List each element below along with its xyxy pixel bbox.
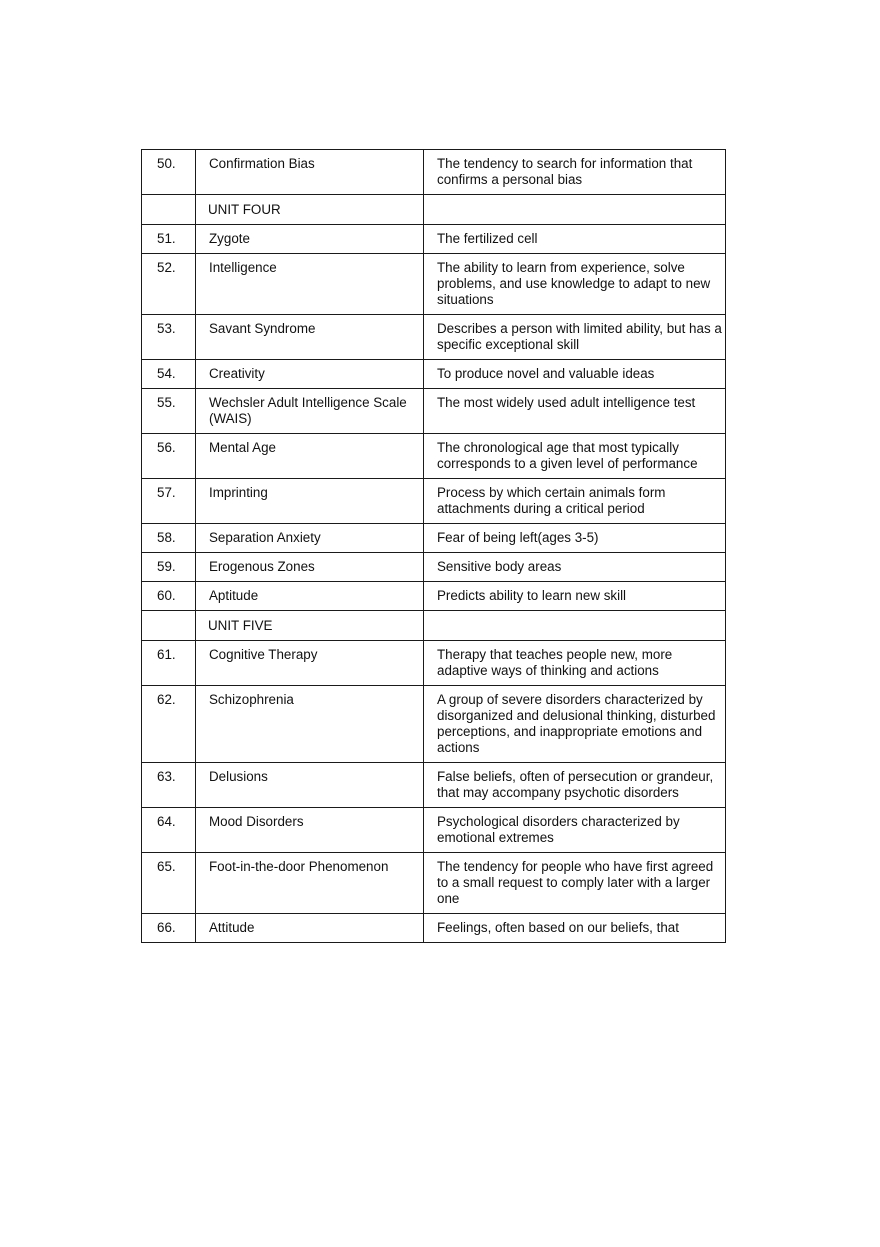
entry-number: 53. xyxy=(142,315,196,360)
entry-number: 61. xyxy=(142,641,196,686)
table-row xyxy=(142,360,726,389)
unit-heading: UNIT FIVE xyxy=(196,611,424,641)
table-row xyxy=(142,582,726,611)
entry-number: 64. xyxy=(142,808,196,853)
entry-term: Mental Age xyxy=(196,434,424,479)
table-row xyxy=(142,434,726,479)
entry-term: Attitude xyxy=(196,914,424,943)
entry-definition: Therapy that teaches people new, more adaptive ways of thinking and actions xyxy=(424,641,726,686)
table-row xyxy=(142,641,726,686)
entry-term: Mood Disorders xyxy=(196,808,424,853)
entry-term: Creativity xyxy=(196,360,424,389)
entry-definition: The most widely used adult intelligence test xyxy=(424,389,726,434)
entry-definition: Describes a person with limited ability, but has a specific exceptional skill xyxy=(424,315,726,360)
table-row xyxy=(142,686,726,763)
entry-term: Wechsler Adult Intelligence Scale (WAIS) xyxy=(196,389,424,434)
entry-term: Schizophrenia xyxy=(196,686,424,763)
entry-term: Separation Anxiety xyxy=(196,524,424,553)
table-row xyxy=(142,524,726,553)
table-row xyxy=(142,853,726,914)
entry-definition: The tendency for people who have first agreed to a small request to comply later with a larger one xyxy=(424,853,726,914)
entry-definition: The tendency to search for information that confirms a personal bias xyxy=(424,150,726,195)
entry-number: 55. xyxy=(142,389,196,434)
table-row xyxy=(142,808,726,853)
entry-term: Zygote xyxy=(196,225,424,254)
glossary-body xyxy=(142,150,726,943)
entry-number: 52. xyxy=(142,254,196,315)
entry-term: Intelligence xyxy=(196,254,424,315)
entry-term: Savant Syndrome xyxy=(196,315,424,360)
glossary-table xyxy=(141,149,726,943)
entry-term: Confirmation Bias xyxy=(196,150,424,195)
entry-definition: Predicts ability to learn new skill xyxy=(424,582,726,611)
entry-number: 62. xyxy=(142,686,196,763)
entry-definition: False beliefs, often of persecution or grandeur, that may accompany psychotic disorders xyxy=(424,763,726,808)
entry-definition: The fertilized cell xyxy=(424,225,726,254)
entry-definition: Process by which certain animals form attachments during a critical period xyxy=(424,479,726,524)
entry-term: Cognitive Therapy xyxy=(196,641,424,686)
entry-number: 58. xyxy=(142,524,196,553)
entry-definition: The ability to learn from experience, solve problems, and use knowledge to adapt to new situations xyxy=(424,254,726,315)
unit-heading: UNIT FOUR xyxy=(196,195,424,225)
unit-empty-cell xyxy=(142,195,196,225)
table-row xyxy=(142,225,726,254)
entry-number: 57. xyxy=(142,479,196,524)
table-row xyxy=(142,763,726,808)
unit-empty-cell xyxy=(424,195,726,225)
table-row xyxy=(142,479,726,524)
entry-definition: Feelings, often based on our beliefs, that xyxy=(424,914,726,943)
entry-number: 50. xyxy=(142,150,196,195)
entry-number: 60. xyxy=(142,582,196,611)
entry-number: 56. xyxy=(142,434,196,479)
table-row xyxy=(142,389,726,434)
entry-term: Foot-in-the-door Phenomenon xyxy=(196,853,424,914)
entry-term: Delusions xyxy=(196,763,424,808)
table-row xyxy=(142,553,726,582)
entry-number: 59. xyxy=(142,553,196,582)
entry-definition: Psychological disorders characterized by emotional extremes xyxy=(424,808,726,853)
entry-term: Imprinting xyxy=(196,479,424,524)
entry-definition: The chronological age that most typically corresponds to a given level of performance xyxy=(424,434,726,479)
entry-definition: Fear of being left(ages 3-5) xyxy=(424,524,726,553)
entry-number: 54. xyxy=(142,360,196,389)
table-row xyxy=(142,150,726,195)
entry-term: Aptitude xyxy=(196,582,424,611)
entry-definition: A group of severe disorders characterized by disorganized and delusional thinking, disturbed perceptions, and inappropriate emotions and actions xyxy=(424,686,726,763)
table-row xyxy=(142,254,726,315)
entry-term: Erogenous Zones xyxy=(196,553,424,582)
table-row xyxy=(142,315,726,360)
entry-number: 63. xyxy=(142,763,196,808)
entry-number: 51. xyxy=(142,225,196,254)
unit-heading-row xyxy=(142,611,726,641)
entry-definition: To produce novel and valuable ideas xyxy=(424,360,726,389)
unit-heading-row xyxy=(142,195,726,225)
entry-number: 65. xyxy=(142,853,196,914)
unit-empty-cell xyxy=(424,611,726,641)
entry-definition: Sensitive body areas xyxy=(424,553,726,582)
table-row xyxy=(142,914,726,943)
entry-number: 66. xyxy=(142,914,196,943)
unit-empty-cell xyxy=(142,611,196,641)
